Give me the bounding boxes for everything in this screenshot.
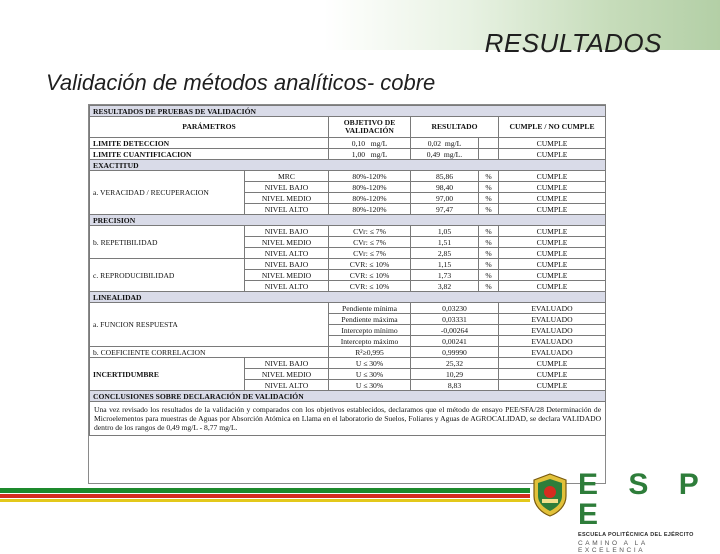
level-cell: NIVEL MEDIO bbox=[245, 270, 329, 281]
section-precision: PRECISION bbox=[90, 215, 606, 226]
header-cumple: CUMPLE / NO CUMPLE bbox=[499, 117, 606, 138]
unit-cell: % bbox=[479, 171, 499, 182]
status-cell: CUMPLE bbox=[499, 369, 606, 380]
objetivo-cell: R²≥0,995 bbox=[329, 347, 411, 358]
level-cell: NIVEL ALTO bbox=[245, 281, 329, 292]
resultado-cell: 97,47 bbox=[411, 204, 479, 215]
espe-seal-icon bbox=[530, 472, 570, 518]
status-cell: CUMPLE bbox=[499, 182, 606, 193]
level-cell: NIVEL MEDIO bbox=[245, 369, 329, 380]
level-cell: MRC bbox=[245, 171, 329, 182]
status-cell: CUMPLE bbox=[499, 226, 606, 237]
status-cell: CUMPLE bbox=[499, 270, 606, 281]
resultado-cell: 97,00 bbox=[411, 193, 479, 204]
status-cell: CUMPLE bbox=[499, 237, 606, 248]
unit-cell: % bbox=[479, 248, 499, 259]
section-exactitud: EXACTITUD bbox=[90, 160, 606, 171]
status-cell: EVALUADO bbox=[499, 314, 606, 325]
objetivo-cell: CVR: ≤ 10% bbox=[329, 281, 411, 292]
status-cell: EVALUADO bbox=[499, 336, 606, 347]
resultado-cell: 0,99990 bbox=[411, 347, 499, 358]
objetivo-cell: CVr: ≤ 7% bbox=[329, 226, 411, 237]
status-cell: CUMPLE bbox=[499, 380, 606, 391]
resultado-cell: 0,00241 bbox=[411, 336, 499, 347]
unit-cell: % bbox=[479, 237, 499, 248]
objetivo-cell: U ≤ 30% bbox=[329, 358, 411, 369]
objetivo-cell: U ≤ 30% bbox=[329, 369, 411, 380]
resultado-cell: 0,03331 bbox=[411, 314, 499, 325]
objetivo-cell: U ≤ 30% bbox=[329, 380, 411, 391]
table-row bbox=[90, 358, 606, 369]
status-cell: EVALUADO bbox=[499, 325, 606, 336]
status-cell: CUMPLE bbox=[499, 259, 606, 270]
unit-cell bbox=[479, 149, 499, 160]
objetivo-cell: CVr: ≤ 7% bbox=[329, 237, 411, 248]
objetivo-cell: 80%-120% bbox=[329, 171, 411, 182]
resultado-cell: 0,03230 bbox=[411, 303, 499, 314]
objetivo-cell: CVR: ≤ 10% bbox=[329, 259, 411, 270]
espe-institution: ESCUELA POLITÉCNICA DEL EJÉRCITO bbox=[578, 532, 694, 538]
level-cell: NIVEL BAJO bbox=[245, 358, 329, 369]
objetivo-cell: 80%-120% bbox=[329, 204, 411, 215]
group-cell: b. REPETIBILIDAD bbox=[90, 226, 245, 259]
status-cell: CUMPLE bbox=[499, 149, 606, 160]
status-cell: EVALUADO bbox=[499, 303, 606, 314]
objetivo-cell: 80%-120% bbox=[329, 182, 411, 193]
group-cell: a. VERACIDAD / RECUPERACION bbox=[90, 171, 245, 215]
objetivo-cell: Pendiente mínima bbox=[329, 303, 411, 314]
status-cell: CUMPLE bbox=[499, 171, 606, 182]
espe-letters: E S P E bbox=[578, 468, 710, 531]
section-row bbox=[90, 215, 606, 226]
status-cell: CUMPLE bbox=[499, 138, 606, 149]
level-cell: NIVEL MEDIO bbox=[245, 237, 329, 248]
objetivo-cell: Intercepto máximo bbox=[329, 336, 411, 347]
resultado-cell: 1,51 bbox=[411, 237, 479, 248]
objetivo-cell: 80%-120% bbox=[329, 193, 411, 204]
resultado-cell: 8,83 bbox=[411, 380, 499, 391]
status-cell: CUMPLE bbox=[499, 281, 606, 292]
resultado-cell: 1,73 bbox=[411, 270, 479, 281]
resultado-cell: 85,86 bbox=[411, 171, 479, 182]
param-cell: LIMITE DETECCION bbox=[90, 138, 329, 149]
unit-cell: % bbox=[479, 259, 499, 270]
header-objetivo: OBJETIVO DE VALIDACIÓN bbox=[329, 117, 411, 138]
section-conclusiones: CONCLUSIONES SOBRE DECLARACIÓN DE VALIDACIÓN bbox=[90, 391, 606, 402]
section-row bbox=[90, 391, 606, 402]
group-cell: c. REPRODUCIBILIDAD bbox=[90, 259, 245, 292]
table-row bbox=[90, 138, 606, 149]
resultado-cell: 10,29 bbox=[411, 369, 499, 380]
slide-subtitle: Validación de métodos analíticos- cobre bbox=[46, 70, 436, 95]
footer-stripe-yellow bbox=[0, 499, 530, 502]
unit-cell: % bbox=[479, 193, 499, 204]
param-cell: LIMITE CUANTIFICACION bbox=[90, 149, 329, 160]
table-banner: RESULTADOS DE PRUEBAS DE VALIDACIÓN bbox=[90, 106, 606, 117]
objetivo-cell: Intercepto mínimo bbox=[329, 325, 411, 336]
unit-cell: % bbox=[479, 270, 499, 281]
objetivo-cell: CVr: ≤ 7% bbox=[329, 248, 411, 259]
resultado-cell: 1,15 bbox=[411, 259, 479, 270]
level-cell: NIVEL BAJO bbox=[245, 182, 329, 193]
resultado-cell: 2,85 bbox=[411, 248, 479, 259]
level-cell: NIVEL ALTO bbox=[245, 248, 329, 259]
table-banner-row bbox=[90, 106, 606, 117]
table-row bbox=[90, 226, 606, 237]
group-cell: b. COEFICIENTE CORRELACION bbox=[90, 347, 329, 358]
section-linealidad: LINEALIDAD bbox=[90, 292, 606, 303]
unit-cell: % bbox=[479, 226, 499, 237]
resultado-cell: 25,32 bbox=[411, 358, 499, 369]
resultado-cell: -0,00264 bbox=[411, 325, 499, 336]
section-row bbox=[90, 292, 606, 303]
level-cell: NIVEL MEDIO bbox=[245, 193, 329, 204]
resultado-cell: 0,02 mg/L bbox=[411, 138, 479, 149]
table-header-row bbox=[90, 117, 606, 138]
objetivo-cell: Pendiente máxima bbox=[329, 314, 411, 325]
espe-motto: CAMINO A LA EXCELENCIA bbox=[578, 540, 648, 554]
unit-cell: % bbox=[479, 182, 499, 193]
status-cell: CUMPLE bbox=[499, 193, 606, 204]
status-cell: CUMPLE bbox=[499, 204, 606, 215]
resultado-cell: 1,05 bbox=[411, 226, 479, 237]
header-resultado: RESULTADO bbox=[411, 117, 499, 138]
resultado-cell: 0,49 mg/L. bbox=[411, 149, 479, 160]
unit-cell: % bbox=[479, 281, 499, 292]
table-row bbox=[90, 303, 606, 314]
table-row bbox=[90, 171, 606, 182]
resultado-cell: 98,40 bbox=[411, 182, 479, 193]
footer-stripe-green bbox=[0, 488, 530, 493]
unit-cell: % bbox=[479, 204, 499, 215]
level-cell: NIVEL BAJO bbox=[245, 259, 329, 270]
status-cell: EVALUADO bbox=[499, 347, 606, 358]
footer-stripes bbox=[0, 482, 530, 502]
slide-title: RESULTADOS bbox=[484, 28, 662, 58]
objetivo-cell: 1,00 mg/L bbox=[329, 149, 411, 160]
espe-logo bbox=[578, 470, 710, 554]
level-cell: NIVEL BAJO bbox=[245, 226, 329, 237]
header-parametros: PARÁMETROS bbox=[90, 117, 329, 138]
group-cell: a. FUNCION RESPUESTA bbox=[90, 303, 329, 347]
status-cell: CUMPLE bbox=[499, 248, 606, 259]
footer-stripe-red bbox=[0, 494, 530, 498]
table-row bbox=[90, 347, 606, 358]
table-row bbox=[90, 259, 606, 270]
objetivo-cell: 0,10 mg/L bbox=[329, 138, 411, 149]
level-cell: NIVEL ALTO bbox=[245, 380, 329, 391]
status-cell: CUMPLE bbox=[499, 358, 606, 369]
section-row bbox=[90, 160, 606, 171]
conclusion-row bbox=[90, 402, 606, 436]
validation-results-table bbox=[88, 104, 606, 484]
conclusion-text: Una vez revisado los resultados de la validación y comparados con los objetivos establecidos, declaramos que el método de ensayo PEE/SFA/28 Determinación de Microelementos para muestras de Aguas por Absorción Atómica en Llama en el laboratorio de Suelos, Foliares y Aguas de AGROCALIDAD, se declara VALIDADO dentro de los rangos de 0,49 mg/L - 8,77 mg/L. bbox=[90, 402, 606, 436]
unit-cell bbox=[479, 138, 499, 149]
resultado-cell: 3,82 bbox=[411, 281, 479, 292]
level-cell: NIVEL ALTO bbox=[245, 204, 329, 215]
objetivo-cell: CVR: ≤ 10% bbox=[329, 270, 411, 281]
table-row bbox=[90, 149, 606, 160]
group-cell: INCERTIDUMBRE bbox=[90, 358, 245, 391]
